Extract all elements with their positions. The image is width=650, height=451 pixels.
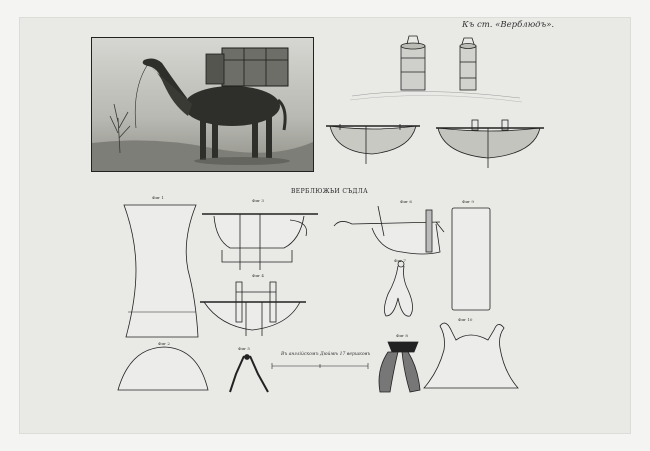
fig3-label: Фиг 3: [252, 198, 264, 203]
fig5-drawing: [230, 355, 268, 393]
water-containers-drawing: [350, 36, 522, 102]
saddle-side-view-right: [436, 120, 544, 168]
saddle-side-view-left: [326, 124, 420, 164]
scale-caption: Въ англійскомъ Дюймѣ 17 вершковъ: [281, 352, 371, 357]
fig1-label: Фиг 1: [152, 195, 164, 200]
fig8-label: Фиг 8: [396, 333, 408, 338]
fig4-drawing: [200, 282, 306, 336]
fig9-drawing: [452, 208, 490, 310]
fig7-drawing: [384, 261, 412, 316]
fig3-drawing: [202, 214, 318, 270]
fig6-drawing: [334, 206, 444, 254]
fig10-label: Фиг 10: [458, 317, 473, 322]
fig7-label: Фиг 7: [394, 258, 406, 263]
scale-bar: [272, 363, 368, 369]
fig5-label: Фиг 5: [238, 346, 250, 351]
fig9-label: Фиг 9: [462, 199, 474, 204]
plate-title: ВЕРБЛЮЖЬИ СЪДЛА: [291, 188, 369, 195]
fig2-drawing: [118, 347, 208, 390]
fig10-drawing: [424, 323, 518, 388]
fig1-drawing: [124, 205, 198, 337]
fig8-drawing: [379, 342, 420, 392]
fig6-label: Фиг 6: [400, 199, 412, 204]
plate-header: Къ ст. «Верблюдъ».: [462, 20, 555, 30]
fig2-label: Фиг 2: [158, 341, 170, 346]
fig4-label: Фиг 4: [252, 273, 264, 278]
